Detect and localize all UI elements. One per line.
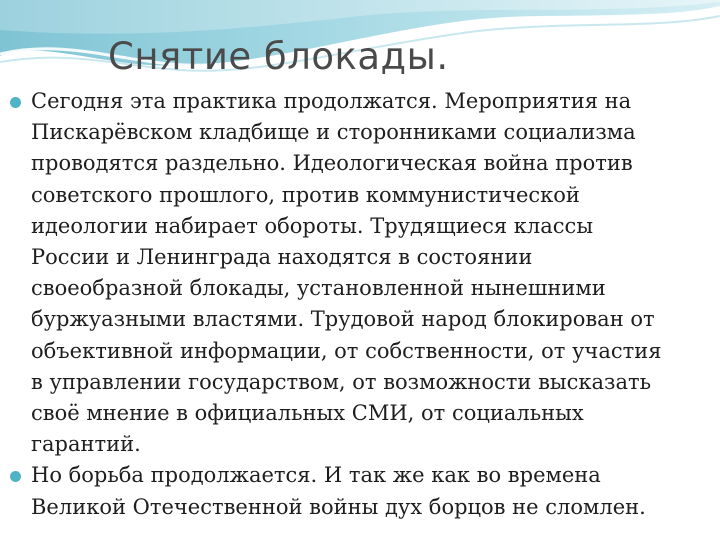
bullet-dot-icon — [10, 97, 21, 108]
slide-body — [8, 86, 714, 523]
bullet-line: объективной информации, от собственности, от участия — [31, 338, 662, 363]
bullet-line: Сегодня эта практика продолжатся. Мероприятия на — [31, 89, 632, 113]
bullet-line: Но борьба продолжается. И так же как во времена — [31, 463, 601, 488]
bullet-line: идеологии набирает обороты. Трудящиеся классы — [31, 213, 594, 238]
bullet-line: советского прошлого, против коммунистической — [31, 182, 580, 207]
bullet-line: Пискарёвском кладбище и сторонниками социализма — [31, 120, 636, 145]
bullet-item — [8, 86, 714, 460]
bullet-line: в управлении государством, от возможности высказать — [31, 369, 652, 394]
bullet-line: Великой Отечественной войны дух борцов не сломлен. — [31, 494, 646, 519]
bullet-line: России и Ленинграда находятся в состоянии — [31, 245, 533, 270]
bullet-line: буржуазными властями. Трудовой народ блокирован от — [31, 307, 655, 332]
bullet-line: своё мнение в официальных СМИ, от социальных — [31, 401, 584, 426]
bullet-dot-icon — [10, 471, 21, 482]
bullet-line: своеобразной блокады, установленной нынешними — [31, 276, 606, 301]
bullet-line: гарантий. — [31, 432, 141, 457]
bullet-line: проводятся раздельно. Идеологическая война против — [31, 151, 633, 176]
slide-title: Снятие блокады. — [108, 35, 449, 78]
bullet-item — [8, 460, 714, 522]
